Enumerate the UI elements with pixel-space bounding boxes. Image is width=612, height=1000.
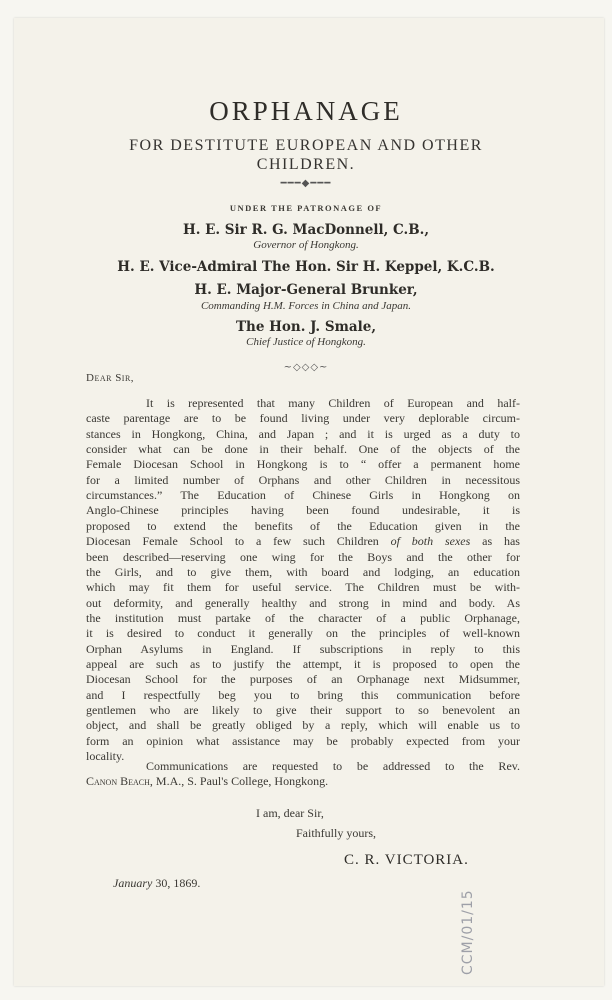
letter-line: the Girls, and to give them, with board and lodging, an education xyxy=(86,564,520,579)
contact-address: , M.A., S. Paul's College, Hongkong. xyxy=(149,774,329,788)
contact-name: Canon Beach xyxy=(86,774,150,788)
emphasis-text: of both sexes xyxy=(390,534,471,549)
divider-ornament: ~◇◇◇~ xyxy=(283,362,329,373)
subtitle-line-2: CHILDREN. xyxy=(256,156,356,173)
divider-ornament: ━━━◆━━━ xyxy=(280,178,332,189)
letter-line: been described—reserving one wing for the Boys and the other for xyxy=(86,549,520,564)
letter-line: locality. xyxy=(86,749,125,763)
patron-name: H. E. Major-General Brunker, xyxy=(194,282,418,298)
letter-line: and I respectfully beg you to bring this communication before xyxy=(86,687,520,702)
communications-address xyxy=(86,774,520,789)
letter-line: out deformity, and generally healthy and strong in mind and body. As xyxy=(86,595,520,610)
letter-line: for a limited number of Orphans and other Children in necessitous xyxy=(86,472,520,487)
letter-line: appeal are such as to justify the attempt, it is proposed to open the xyxy=(86,657,520,671)
salutation: Dear Sir, xyxy=(86,372,135,384)
patronage-heading: UNDER THE PATRONAGE OF xyxy=(229,203,383,213)
patron-name: The Hon. J. Smale, xyxy=(235,319,377,335)
letter-line: object, and shall be greatly obliged by a reply, which will enable us to xyxy=(86,718,520,733)
letter-line: Female Diocesan School in Hongkong is to “ offer a permanent home xyxy=(86,457,520,472)
communications-line: Communications are requested to be addressed to the Rev. xyxy=(146,759,520,773)
closing-greeting: I am, dear Sir, xyxy=(256,806,324,820)
closing-valediction: Faithfully yours, xyxy=(296,826,376,840)
letter-line: Diocesan Female School to a few such Children of both sexes as has xyxy=(86,534,520,549)
patron-title: Chief Justice of Hongkong. xyxy=(246,336,366,348)
letter-line: gentlemen who are likely to give their support to so benevolent an xyxy=(86,703,520,717)
patron-title: Governor of Hongkong. xyxy=(253,239,359,251)
document-subtitle xyxy=(0,136,612,174)
date-month: January xyxy=(113,876,153,890)
letter-line: proposed to extend the benefits of the Education given in the xyxy=(86,518,520,533)
patron-name: H. E. Sir R. G. MacDonnell, C.B., xyxy=(182,222,430,238)
letter-line: stances in Hongkong, China, and Japan ; and it is urged as a duty to xyxy=(86,426,520,441)
letter-line: Orphan Asylums in England. If subscriptions in reply to this xyxy=(86,641,520,656)
letter-line: circumstances.” The Education of Chinese Girls in Hongkong on xyxy=(86,488,520,503)
letter-date xyxy=(113,876,200,891)
letter-line: It is represented that many Children of European and half- xyxy=(146,396,520,410)
patron-title: Commanding H.M. Forces in China and Japan. xyxy=(200,300,412,312)
letter-line: form an opinion what assistance may be probably expected from your xyxy=(86,733,520,748)
letter-line: the institution must partake of the character of a public Orphanage, xyxy=(86,610,520,625)
letter-line: which may fit them for useful service. The Children must be with- xyxy=(86,580,520,595)
document-title: ORPHANAGE xyxy=(209,96,403,126)
archive-reference: CCM/01/15 xyxy=(460,889,476,975)
letter-line: Diocesan School for the purposes of an Orphanage next Midsummer, xyxy=(86,672,520,687)
patron-name: H. E. Vice-Admiral The Hon. Sir H. Keppel, K.C.B. xyxy=(117,259,495,275)
letter-line: Anglo-Chinese principles having been found undesirable, it is xyxy=(86,503,520,518)
signature: C. R. VICTORIA. xyxy=(344,852,469,868)
letter-line: it is desired to conduct it generally on the principles of well-known xyxy=(86,626,520,641)
letter-line: caste parentage are to be found living under very deplorable circum- xyxy=(86,411,520,426)
date-day-year: 30, 1869. xyxy=(152,876,201,890)
subtitle-line-1: FOR DESTITUTE EUROPEAN AND OTHER xyxy=(129,137,483,154)
letter-line: consider what can be done in their behalf. One of the objects of the xyxy=(86,442,520,457)
